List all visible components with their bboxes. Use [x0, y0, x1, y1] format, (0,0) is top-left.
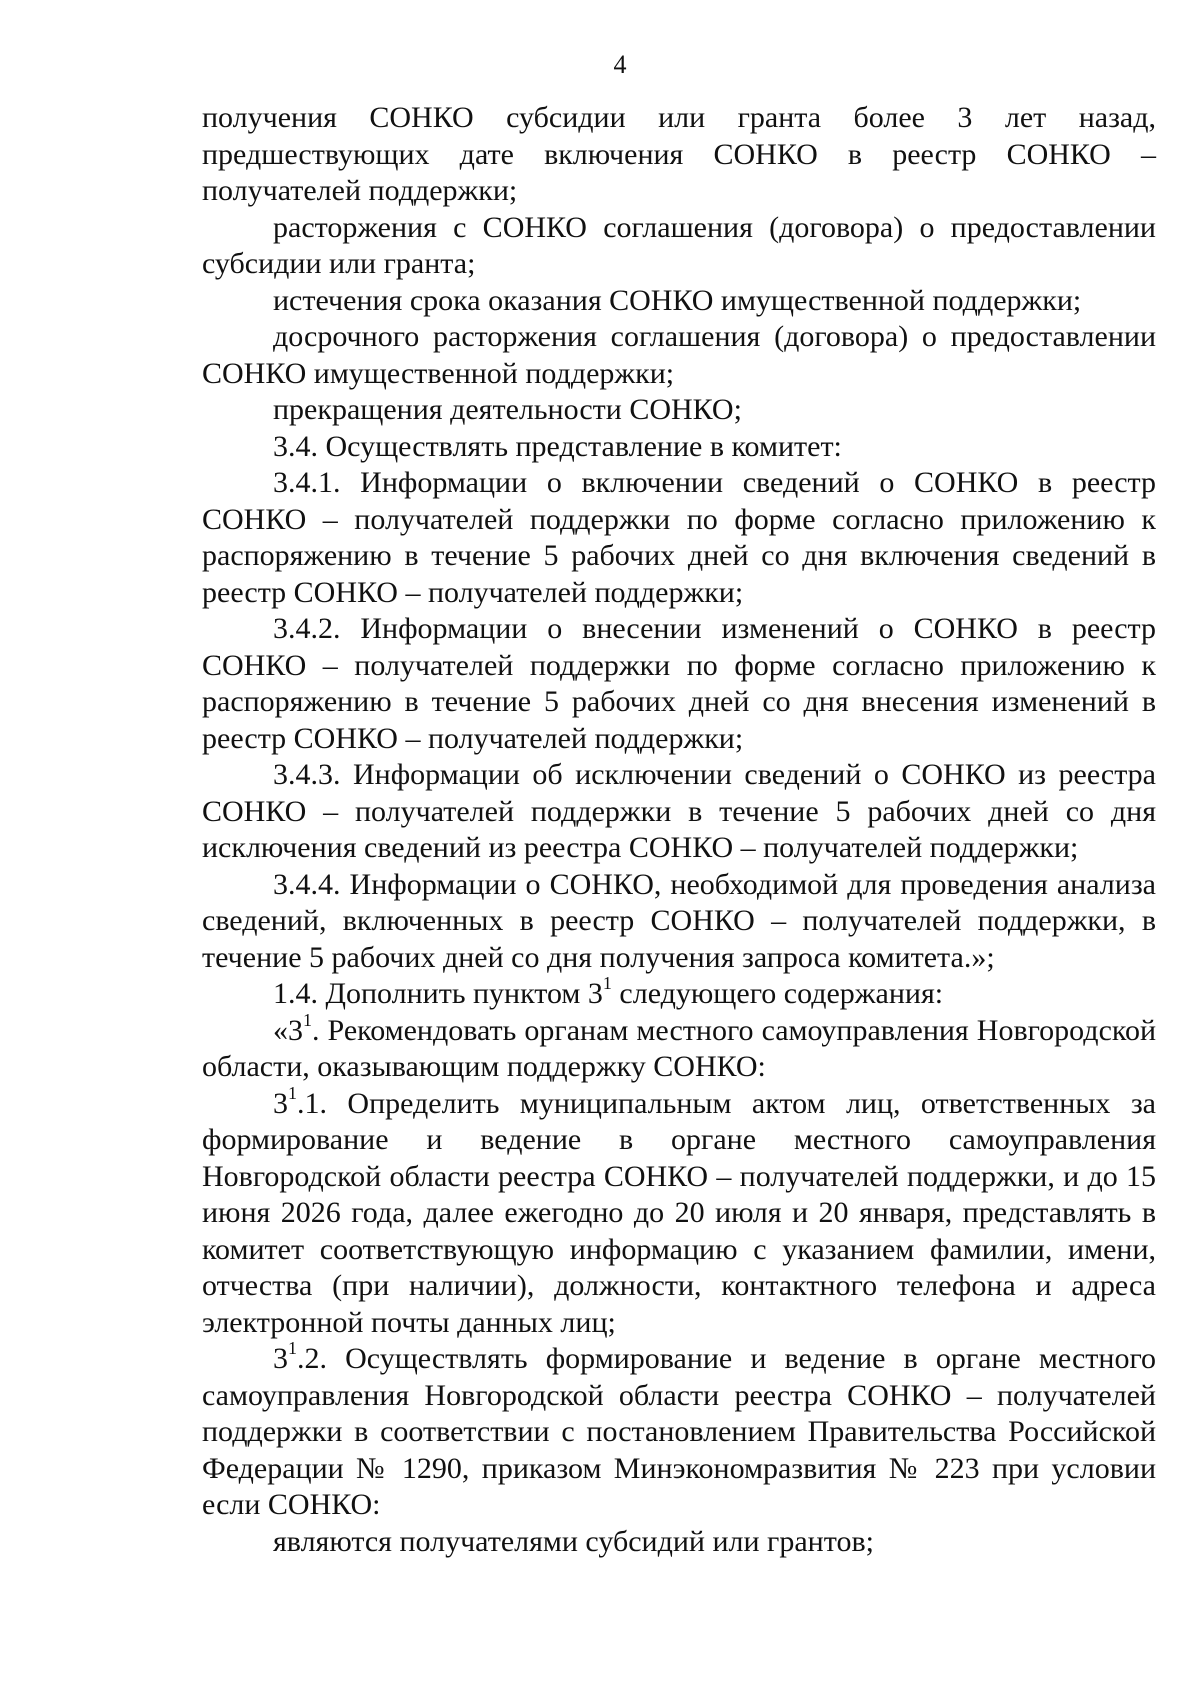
superscript: 1 — [602, 973, 612, 993]
paragraph: 3.4. Осуществлять представление в комитет: — [273, 429, 842, 463]
superscript: 1 — [303, 1009, 312, 1030]
paragraph: 3.4.2. Информации о внесении изменений о СОНКО в реестр СОНКО – получателей поддержки по форме согласно приложению к распоряжению в течение 5 рабочих дней со дня внесения изменений в реестр СОНКО – получателей поддержки; — [202, 612, 1156, 755]
document-body — [202, 100, 1156, 1560]
paragraph: являются получателями субсидий или грантов; — [273, 1524, 874, 1558]
paragraph: получения СОНКО субсидии или гранта более 3 лет назад, предшествующих дате включения СОНКО в реестр СОНКО – получателей поддержки; — [202, 101, 1156, 207]
paragraph: $3^1.2$. Осуществлять формирование и ведение в органе местного самоуправления Новгородской области реестра СОНКО – получателей поддержки в соответствии с постановлением Правительства Российской Федерации № 1290, приказом Минэкономразвития № 223 при условии если СОНКО: — [202, 1338, 1156, 1521]
superscript: 1 — [288, 1082, 297, 1103]
superscript: 1 — [288, 1338, 297, 1358]
paragraph: 3.4.1. Информации о включении сведений о СОНКО в реестр СОНКО – получателей поддержки по форме согласно приложению к распоряжению в течение 5 рабочих дней со дня включения сведений в реестр СОНКО – получателей поддержки; — [202, 466, 1156, 609]
paragraph: прекращения деятельности СОНКО; — [273, 393, 742, 426]
paragraph: расторжения с СОНКО соглашения (договора) о предоставлении субсидии или гранта; — [202, 210, 1156, 280]
paragraph: «$3^1$. Рекомендовать органам местного самоуправления Новгородской области, оказывающим поддержку СОНКО: — [202, 1009, 1156, 1083]
paragraph: 3.4.3. Информации об исключении сведений о СОНКО из реестра СОНКО – получателей поддержки в течение 5 рабочих дней со дня исключения сведений из реестра СОНКО – получателей поддержки; — [202, 758, 1156, 864]
paragraph: $3^1.1$. Определить муниципальным актом лиц, ответственных за формирование и ведение в органе местного самоуправления Новгородской области реестра СОНКО – получателей поддержки, и до 15 июня 2026 года, далее ежегодно до 20 июля и 20 января, представлять в комитет соответствующую информацию с указанием фамилии, имени, отчества (при наличии), должности, контактного телефона и адреса электронной почты данных лиц; — [202, 1082, 1156, 1339]
page-number: 4 — [613, 50, 627, 79]
paragraph: 1.4. Дополнить пунктом $3^1$ следующего содержания: — [273, 973, 944, 1010]
paragraph: 3.4.4. Информации о СОНКО, необходимой для проведения анализа сведений, включенных в реестр СОНКО – получателей поддержки, в течение 5 рабочих дней со дня получения запроса комитета.»; — [202, 867, 1156, 974]
paragraph: истечения срока оказания СОНКО имущественной поддержки; — [273, 283, 1082, 317]
paragraph: досрочного расторжения соглашения (договора) о предоставлении СОНКО имущественной поддержки; — [202, 320, 1156, 390]
